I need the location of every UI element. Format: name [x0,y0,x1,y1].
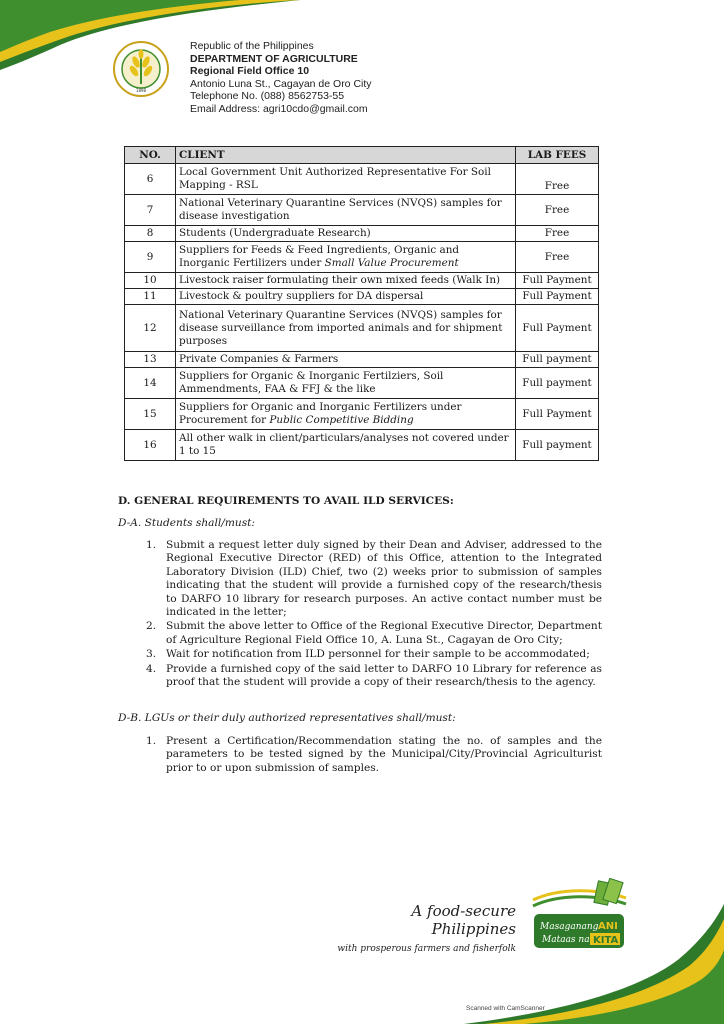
row-client-text: Suppliers for Organic and Inorganic Fertilizers under Procurement for [179,401,462,426]
row-fee: Full payment [516,368,599,399]
badge-line1: Masaganang [540,922,599,932]
row-number: 16 [125,430,176,461]
row-fee: Free [516,226,599,242]
list-text: Present a Certification/Recommendation stating the no. of samples and the parameters to be tested signed by the Municipal/City/Provincial Agriculturist prior to or upon submission of samples. [166,735,602,774]
list-text: Submit a request letter duly signed by their Dean and Adviser, addressed to the Regional Executive Director (RED) of this Office, attention to the Integrated Laboratory Division (ILD) Chief, two (2) weeks prior to submission of samples indicating that the student will provide a furnished copy of the research/thesis to DARFO 10 library for research purposes. An active contact number must be indicated in the letter; [166,539,602,619]
row-client: Livestock & poultry suppliers for DA dispersal [176,289,516,305]
row-fee: Free [516,195,599,226]
section-da-list [124,539,602,690]
list-item [124,620,602,647]
scanner-watermark: Scanned with CamScanner [466,1005,545,1012]
procurement-mode: Small Value Procurement [324,257,459,269]
section-da-title: D-A. Students shall/must: [118,517,255,529]
table-row [125,289,599,305]
list-number: 1. [146,735,157,747]
row-number: 15 [125,399,176,430]
list-number: 4. [146,662,157,675]
list-item [124,735,602,775]
list-number: 3. [146,648,157,661]
list-item [124,648,602,661]
lab-fees-table [124,146,599,461]
masaganang-ani-badge [528,878,630,954]
table-row [125,164,599,195]
email-address: Email Address: agri10cdo@gmail.com [190,102,368,115]
office-name: Regional Field Office 10 [190,65,310,77]
column-header-lab-fees: LAB FEES [516,147,599,164]
list-text: Submit the above letter to Office of the Regional Executive Director, Department of Agriculture Regional Field Office 10, A. Luna St., Cagayan de Oro City; [166,620,602,646]
row-number: 7 [125,195,176,226]
slogan-main: A food-secure Philippines [411,902,516,938]
row-client: National Veterinary Quarantine Services (NVQS) samples for disease surveillance from imported animals and for shipment purposes [176,305,516,352]
row-client: All other walk in client/particulars/analyses not covered under 1 to 15 [176,430,516,461]
row-number: 11 [125,289,176,305]
row-client: Local Government Unit Authorized Representative For Soil Mapping - RSL [176,164,516,195]
table-row [125,226,599,242]
row-number: 14 [125,368,176,399]
row-client: Livestock raiser formulating their own mixed feeds (Walk In) [176,273,516,289]
row-client: Private Companies & Farmers [176,352,516,368]
row-fee: Full payment [516,352,599,368]
row-client: Students (Undergraduate Research) [176,226,516,242]
slogan-sub: with prosperous farmers and fisherfolk [337,944,516,954]
row-number: 10 [125,273,176,289]
row-client-text: Suppliers for Feeds & Feed Ingredients, Organic and Inorganic Fertilizers under [179,244,460,269]
badge-line2: Mataas na [542,935,590,945]
table-row [125,430,599,461]
row-client: Suppliers for Organic & Inorganic Fertilziers, Soil Ammendments, FAA & FFJ & the like [176,368,516,399]
row-client: National Veterinary Quarantine Services (NVQS) samples for disease investigation [176,195,516,226]
table-row [125,352,599,368]
table-header-row [125,147,599,164]
section-db-list [124,735,602,776]
procurement-mode: Public Competitive Bidding [269,414,414,426]
department-of-agriculture-logo [112,40,170,98]
row-number: 9 [125,242,176,273]
row-number: 6 [125,164,176,195]
row-fee: Full Payment [516,273,599,289]
letterhead [190,40,372,115]
row-fee: Full payment [516,430,599,461]
table-row [125,242,599,273]
list-text: Wait for notification from ILD personnel for their sample to be accommodated; [166,648,590,661]
row-fee: Full Payment [516,305,599,352]
table-row [125,368,599,399]
badge-kita: KITA [593,935,619,946]
republic-line: Republic of the Philippines [190,40,314,52]
row-fee: Free [516,164,599,195]
logo-year: 1898 [135,88,147,93]
list-number: 1. [146,539,157,551]
row-fee: Full Payment [516,289,599,305]
list-text: Provide a furnished copy of the said letter to DARFO 10 Library for reference as proof that the student will provide a copy of their research/thesis to the agency. [166,662,602,689]
table-row [125,273,599,289]
section-db-title: D-B. LGUs or their duly authorized representatives shall/must: [118,712,456,724]
row-number: 13 [125,352,176,368]
table-row [125,305,599,352]
department-name: DEPARTMENT OF AGRICULTURE [190,52,358,65]
table-row [125,399,599,430]
footer-slogan [330,902,516,954]
row-client [176,242,516,273]
list-number: 2. [146,620,157,633]
badge-ani: ANI [598,921,618,932]
telephone: Telephone No. (088) 8562753-55 [190,90,345,102]
row-number: 12 [125,305,176,352]
column-header-no: NO. [125,147,176,164]
office-address: Antonio Luna St., Cagayan de Oro City [190,77,372,90]
row-fee: Free [516,242,599,273]
row-fee: Full Payment [516,399,599,430]
table-row [125,195,599,226]
section-d-title: D. GENERAL REQUIREMENTS TO AVAIL ILD SERVICES: [118,495,454,507]
row-client [176,399,516,430]
list-item [124,539,602,619]
column-header-client: CLIENT [176,147,516,164]
row-number: 8 [125,226,176,242]
list-item [124,663,602,690]
